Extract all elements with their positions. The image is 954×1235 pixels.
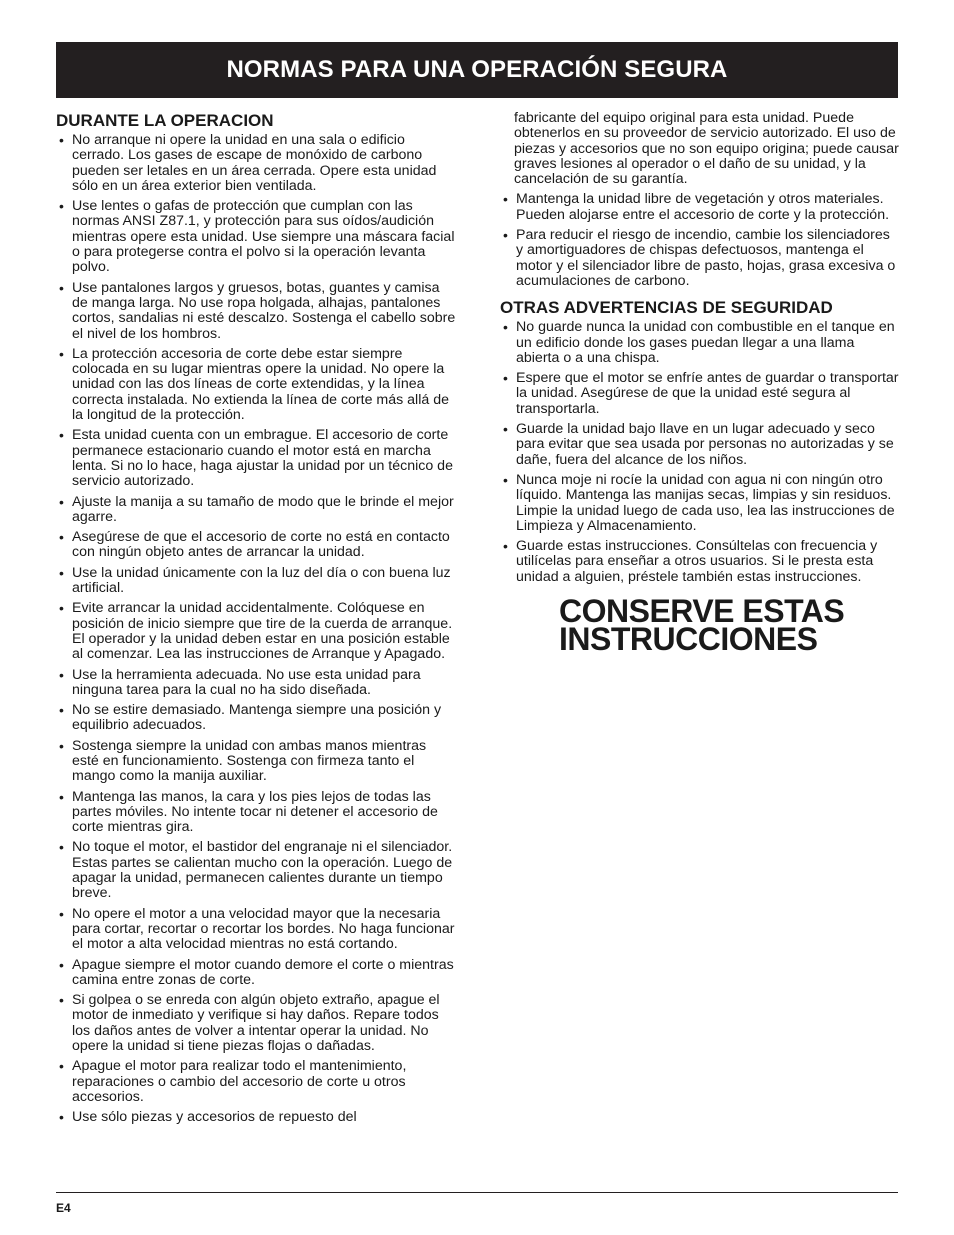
list-item: • Nunca moje ni rocíe la unidad con agua ni con ningún otro líquido. Mantenga las manijas secas, limpias y sin residuos. Limpie la unidad luego de cada uso, lea las instrucciones de Limpieza y Almacenamiento. — [500, 473, 900, 534]
conserve-line-2: INSTRUCCIONES — [559, 621, 818, 658]
section-title-durante: DURANTE LA OPERACION — [56, 111, 274, 130]
list-item: • No se estire demasiado. Mantenga siempre una posición y equilibrio adecuados. — [56, 703, 456, 734]
list-item: • Guarde estas instrucciones. Consúltelas con frecuencia y utilícelas para enseñar a otros usuarios. Si le presta esta unidad a alguien, préstele también estas instrucciones. — [500, 539, 900, 585]
list-item: • Asegúrese de que el accesorio de corte no está en contacto con ningún objeto antes de arrancar la unidad. — [56, 530, 456, 561]
conserve-heading — [500, 593, 900, 658]
left-column — [56, 111, 456, 1131]
list-item: • Use la unidad únicamente con la luz del día o con buena luz artificial. — [56, 566, 456, 597]
list-item: • Mantenga las manos, la cara y los pies lejos de todas las partes móviles. No intente tocar ni detener el accesorio de corte mientras gira. — [56, 790, 456, 836]
otras-list — [500, 320, 900, 585]
durante-list — [56, 133, 456, 1126]
list-item: • Esta unidad cuenta con un embrague. El accesorio de corte permanece estacionario cuando el motor está en marcha lenta. Si no lo hace, haga ajustar la unidad por un técnico de servicio autorizado. — [56, 428, 456, 489]
page-title: NORMAS PARA UNA OPERACIÓN SEGURA — [226, 56, 728, 83]
section-title-otras: OTRAS ADVERTENCIAS DE SEGURIDAD — [500, 298, 833, 318]
list-item: • La protección accesoria de corte debe estar siempre colocada en su lugar mientras opere la unidad. No opere la unidad con las dos líneas de corte extendidas, y la línea correcta instalada. No extienda la línea de corte más allá de la longitud de la protección. — [56, 347, 456, 423]
list-item: • Apague el motor para realizar todo el mantenimiento, reparaciones o cambio del accesorio de corte u otros accesorios. — [56, 1059, 456, 1105]
list-item: • Guarde la unidad bajo llave en un lugar adecuado y seco para evitar que sea usada por personas no autorizadas y se dañe, fuera del alcance de los niños. — [500, 422, 900, 468]
list-item: • Si golpea o se enreda con algún objeto extraño, apague el motor de inmediato y verifique si hay daños. Repare todos los daños antes de volver a intentar operar la unidad. No opere la unidad si tiene piezas flojas o dañadas. — [56, 993, 456, 1054]
right-column — [500, 110, 900, 658]
list-item: • Sostenga siempre la unidad con ambas manos mientras esté en funcionamiento. Sostenga con firmeza tanto el mango como la manija auxiliar. — [56, 739, 456, 785]
list-item: • Use la herramienta adecuada. No use esta unidad para ninguna tarea para la cual no ha sido diseñada. — [56, 668, 456, 699]
conserve-line-1: CONSERVE ESTAS — [559, 593, 845, 630]
list-item: • Espere que el motor se enfríe antes de guardar o transportar la unidad. Asegúrese de que la unidad esté segura al transportarla. — [500, 371, 900, 417]
list-item: • Use sólo piezas y accesorios de repuesto del — [56, 1110, 456, 1125]
list-item: • No arranque ni opere la unidad en una sala o edificio cerrado. Los gases de escape de monóxido de carbono pueden ser letales en un área cerrada. Opere esta unidad sólo en un área exterior bien ventilada. — [56, 133, 456, 194]
list-item: • Use lentes o gafas de protección que cumplan con las normas ANSI Z87.1, y protección para sus oídos/audición mientras opere esta unidad. Use siempre una máscara facial o para protegerse contra el polvo si la operación levanta polvo. — [56, 199, 456, 275]
list-item: • No opere el motor a una velocidad mayor que la necesaria para cortar, recortar o recortar los bordes. No haga funcionar el motor a alta velocidad mientras no está cortando. — [56, 907, 456, 953]
list-item: • No toque el motor, el bastidor del engranaje ni el silenciador. Estas partes se calientan mucho con la operación. Luego de apagar la unidad, permanecen calientes durante un tiempo breve. — [56, 840, 456, 901]
list-item: • Mantenga la unidad libre de vegetación y otros materiales. Pueden alojarse entre el accesorio de corte y la protección. — [500, 192, 900, 223]
list-item: • Para reducir el riesgo de incendio, cambie los silenciadores y amortiguadores de chispas defectuosos, mantenga el motor y el silenciador libre de pasto, hojas, grasa excesiva o acumulaciones de carbono. — [500, 228, 900, 289]
list-item: • No guarde nunca la unidad con combustible en el tanque en un edificio donde los gases puedan llegar a una llama abierta o a una chispa. — [500, 320, 900, 366]
page-number: E4 — [56, 1201, 71, 1215]
list-item: • Ajuste la manija a su tamaño de modo que le brinde el mejor agarre. — [56, 495, 456, 526]
list-item: • Evite arrancar la unidad accidentalmente. Colóquese en posición de inicio siempre que tire de la cuerda de arranque. El operador y la unidad deben estar en una posición estable al comenzar. Lea las instrucciones de Arranque y Apagado. — [56, 601, 456, 662]
list-item: • Apague siempre el motor cuando demore el corte o mientras camina entre zonas de corte. — [56, 958, 456, 989]
footer-divider — [56, 1192, 898, 1193]
continued-paragraph: fabricante del equipo original para esta unidad. Puede obtenerlos en su proveedor de servicio autorizado. El uso de piezas y accesorios que no son equipo origina; puede causar graves lesiones al operador o el daño de su unidad, y la cancelación de su garantía. — [514, 110, 899, 188]
page-header-banner — [56, 42, 898, 98]
durante-list-continued — [500, 192, 900, 289]
list-item: • Use pantalones largos y gruesos, botas, guantes y camisa de manga larga. No use ropa holgada, alhajas, pantalones cortos, sandalias ni esté descalzo. Sostenga el cabello sobre el nivel de los hombros. — [56, 281, 456, 342]
